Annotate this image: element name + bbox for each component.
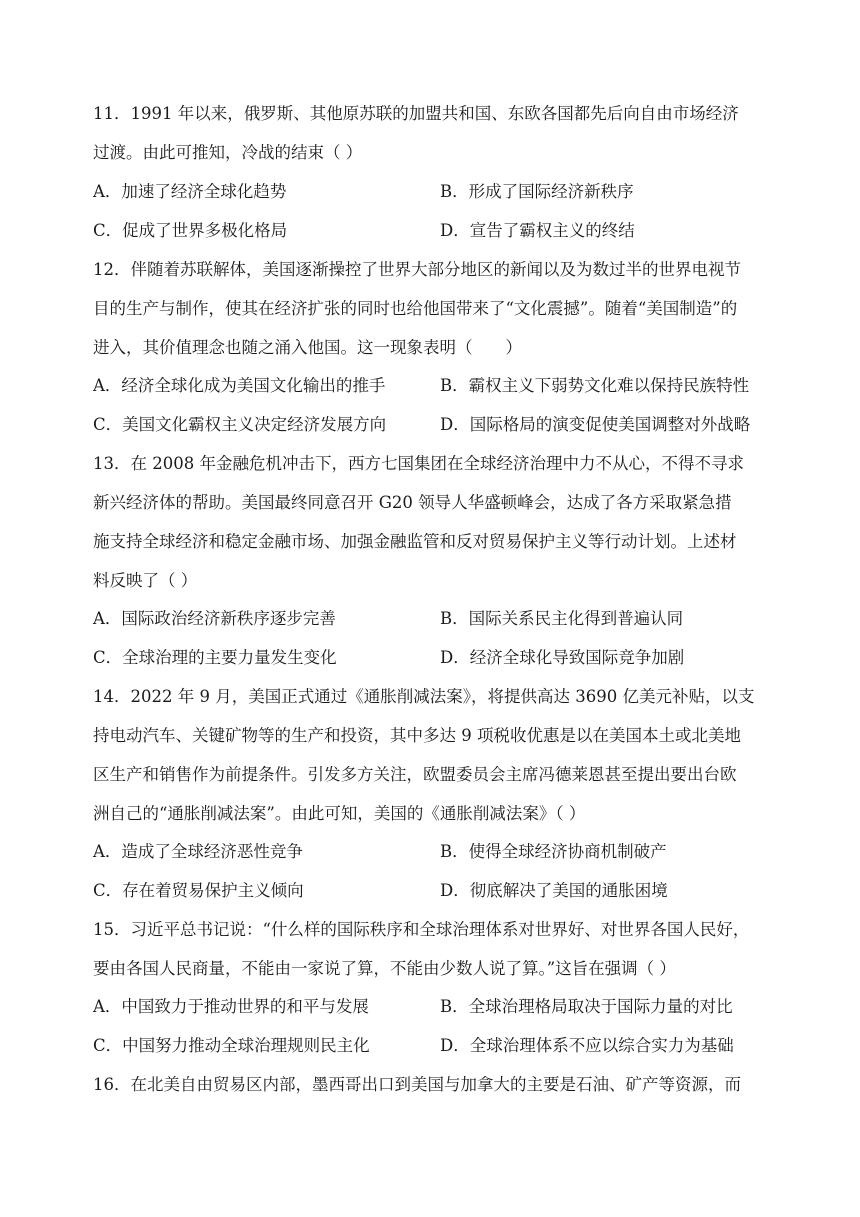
option-d: D．彻底解决了美国的通胀困境 (440, 880, 668, 900)
question-11-options (93, 173, 773, 251)
question-15-line-2: 要由各国人民商量，不能由一家说了算，不能由少数人说了算。”这旨在强调（ ） (93, 958, 676, 978)
question-14-line-4: 洲自己的“通胀削减法案”。由此可知，美国的《通胀削减法案》（ ） (93, 803, 586, 823)
question-11-line-2: 过渡。由此可推知，冷战的结束（ ） (93, 142, 363, 162)
option-b: B．形成了国际经济新秩序 (440, 182, 634, 201)
option-row (93, 833, 773, 872)
option-a: A．国际政治经济新秩序逐步完善 (93, 609, 336, 628)
option-b: B．使得全球经济协商机制破产 (440, 842, 667, 861)
question-13-line-3: 施支持全球经济和稳定金融市场、加强金融监管和反对贸易保护主义等行动计划。上述材 (93, 531, 737, 551)
question-11 (93, 95, 773, 173)
option-c: C．促成了世界多极化格局 (93, 220, 288, 240)
question-16-line-1: 16．在北美自由贸易区内部，墨西哥出口到美国与加拿大的主要是石油、矿产等资源，而 (93, 1075, 741, 1094)
option-c: C．全球治理的主要力量发生变化 (93, 647, 337, 667)
question-14 (93, 678, 773, 834)
question-14-options (93, 833, 773, 911)
option-b: B．全球治理格局取决于国际力量的对比 (440, 997, 733, 1016)
option-row (93, 600, 773, 639)
question-15 (93, 911, 773, 989)
option-a: A．中国致力于推动世界的和平与发展 (93, 997, 369, 1016)
question-13-line-4: 料反映了（ ） (93, 570, 198, 590)
question-12-line-2: 目的生产与制作，使其在经济扩张的同时也给他国带来了“文化震撼”。随着“美国制造”的 (93, 298, 738, 318)
question-13-line-1: 13．在 2008 年金融危机冲击下，西方七国集团在全球经济治理中力不从心，不得不寻求 (93, 454, 744, 473)
option-d: D．经济全球化导致国际竞争加剧 (440, 647, 685, 667)
option-b: B．霸权主义下弱势文化难以保持民族特性 (440, 376, 750, 395)
question-15-line-1: 15．习近平总书记说：“什么样的国际秩序和全球治理体系对世界好、对世界各国人民好， (93, 920, 750, 939)
option-a: A．造成了全球经济恶性竞争 (93, 842, 303, 861)
option-row (93, 872, 773, 911)
option-c: C．存在着贸易保护主义倾向 (93, 880, 304, 900)
option-d: D．国际格局的演变促使美国调整对外战略 (440, 414, 751, 434)
option-d: D．宣告了霸权主义的终结 (440, 220, 635, 240)
option-row (93, 988, 773, 1027)
option-row (93, 212, 773, 251)
option-c: C．美国文化霸权主义决定经济发展方向 (93, 414, 387, 434)
question-12-line-3: 进入，其价值理念也随之涌入他国。这一现象表明（ ） (93, 337, 522, 357)
question-16 (93, 1066, 773, 1105)
question-12 (93, 251, 773, 368)
question-12-line-1: 12．伴随着苏联解体，美国逐渐操控了世界大部分地区的新闻以及为数过半的世界电视节 (93, 260, 741, 279)
option-row (93, 1027, 773, 1066)
option-b: B．国际关系民主化得到普遍认同 (440, 609, 684, 628)
question-13 (93, 445, 773, 601)
question-12-options (93, 367, 773, 445)
question-14-line-2: 持电动汽车、关键矿物等的生产和投资，其中多达 9 项税收优惠是以在美国本土或北美地 (93, 725, 741, 745)
option-row (93, 639, 773, 678)
option-c: C．中国努力推动全球治理规则民主化 (93, 1035, 370, 1055)
option-a: A．加速了经济全球化趋势 (93, 182, 287, 201)
option-row (93, 173, 773, 212)
option-d: D．全球治理体系不应以综合实力为基础 (440, 1035, 734, 1055)
question-14-line-3: 区生产和销售作为前提条件。引发多方关注，欧盟委员会主席冯德莱恩甚至提出要出台欧 (93, 764, 737, 784)
option-row (93, 367, 773, 406)
question-13-line-2: 新兴经济体的帮助。美国最终同意召开 G20 领导人华盛顿峰会，达成了各方采取紧急措 (93, 492, 732, 512)
question-13-options (93, 600, 773, 678)
question-15-options (93, 988, 773, 1066)
option-a: A．经济全球化成为美国文化输出的推手 (93, 376, 386, 395)
question-11-line-1: 11．1991 年以来，俄罗斯、其他原苏联的加盟共和国、东欧各国都先后向自由市场经济 (93, 104, 739, 123)
question-14-line-1: 14．2022 年 9 月，美国正式通过《通胀削减法案》，将提供高达 3690 亿美元补贴，以支 (93, 687, 755, 706)
option-row (93, 406, 773, 445)
